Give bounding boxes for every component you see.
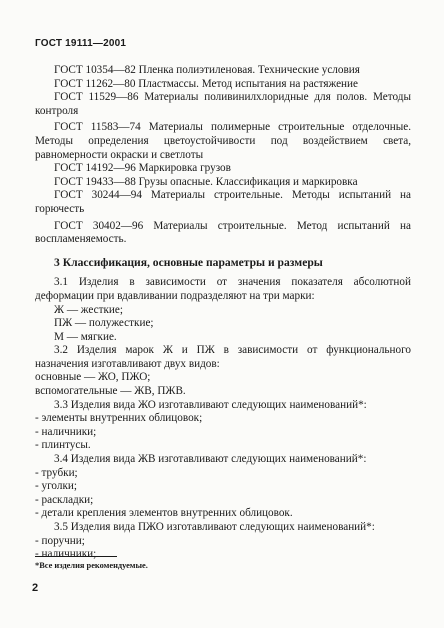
marks-list bbox=[35, 304, 411, 345]
reference-gost-11262: ГОСТ 11262—80 Пластмассы. Метод испытания на растяжение bbox=[54, 77, 358, 90]
pzho-items-list bbox=[35, 535, 411, 562]
list-item: - раскладки; bbox=[35, 493, 94, 506]
document-header: ГОСТ 19111—2001 bbox=[35, 38, 127, 49]
footnote-divider bbox=[35, 556, 117, 557]
document-body bbox=[35, 64, 411, 562]
list-item: Ж — жесткие; bbox=[54, 303, 123, 316]
reference-gost-14192: ГОСТ 14192—96 Маркировка грузов bbox=[54, 162, 231, 175]
reference-gost-11583: ГОСТ 11583—74 Материалы полимерные строительные отделочные. Методы определения цветоустойчивости под воздействием света, равномерности окраски и светлоты bbox=[35, 121, 411, 161]
list-item: - элементы внутренних облицовок; bbox=[35, 412, 203, 425]
kinds-list bbox=[35, 371, 411, 398]
reference-gost-11529: ГОСТ 11529—86 Материалы поливинилхлоридные для полов. Методы контроля bbox=[35, 91, 411, 117]
paragraph-3-4: 3.4 Изделия вида ЖВ изготавливают следующих наименований*: bbox=[54, 453, 367, 466]
zho-items-list bbox=[35, 412, 411, 453]
footnote: *Все изделия рекомендуемые. bbox=[35, 561, 148, 570]
list-item: - трубки; bbox=[35, 466, 78, 479]
list-item: - детали крепления элементов внутренних облицовок. bbox=[35, 507, 293, 520]
section-title: 3 Классификация, основные параметры и размеры bbox=[54, 255, 323, 269]
list-item: основные — ЖО, ПЖО; bbox=[35, 371, 151, 384]
list-item: - поручни; bbox=[35, 534, 85, 547]
list-item: - наличники; bbox=[35, 425, 97, 438]
list-item: - наличники; bbox=[35, 548, 97, 561]
reference-gost-19433: ГОСТ 19433—88 Грузы опасные. Классификация и маркировка bbox=[54, 175, 358, 188]
reference-gost-30402: ГОСТ 30402—96 Материалы строительные. Метод испытаний на воспламеняемость. bbox=[35, 219, 411, 246]
paragraph-3-3: 3.3 Изделия вида ЖО изготавливают следующих наименований*: bbox=[54, 398, 367, 411]
zhv-items-list bbox=[35, 467, 411, 521]
list-item: - плинтусы. bbox=[35, 439, 91, 452]
reference-gost-10354: ГОСТ 10354—82 Пленка полиэтиленовая. Технические условия bbox=[54, 64, 360, 76]
list-item: М — мягкие. bbox=[54, 330, 117, 343]
list-item: вспомогательные — ЖВ, ПЖВ. bbox=[35, 385, 186, 398]
paragraph-3-2: 3.2 Изделия марок Ж и ПЖ в зависимости от функционального назначения изготавливают двух видов: bbox=[35, 344, 411, 370]
paragraph-3-5: 3.5 Изделия вида ПЖО изготавливают следующих наименований*: bbox=[54, 521, 375, 533]
reference-gost-30244: ГОСТ 30244—94 Материалы строительные. Методы испытаний на горючесть bbox=[35, 189, 411, 215]
list-item: ПЖ — полужесткие; bbox=[54, 317, 154, 330]
paragraph-3-1: 3.1 Изделия в зависимости от значения показателя абсолютной деформации при вдавливании подразделяют на три марки: bbox=[35, 276, 411, 302]
page-number: 2 bbox=[32, 582, 39, 594]
list-item: - уголки; bbox=[35, 480, 77, 493]
